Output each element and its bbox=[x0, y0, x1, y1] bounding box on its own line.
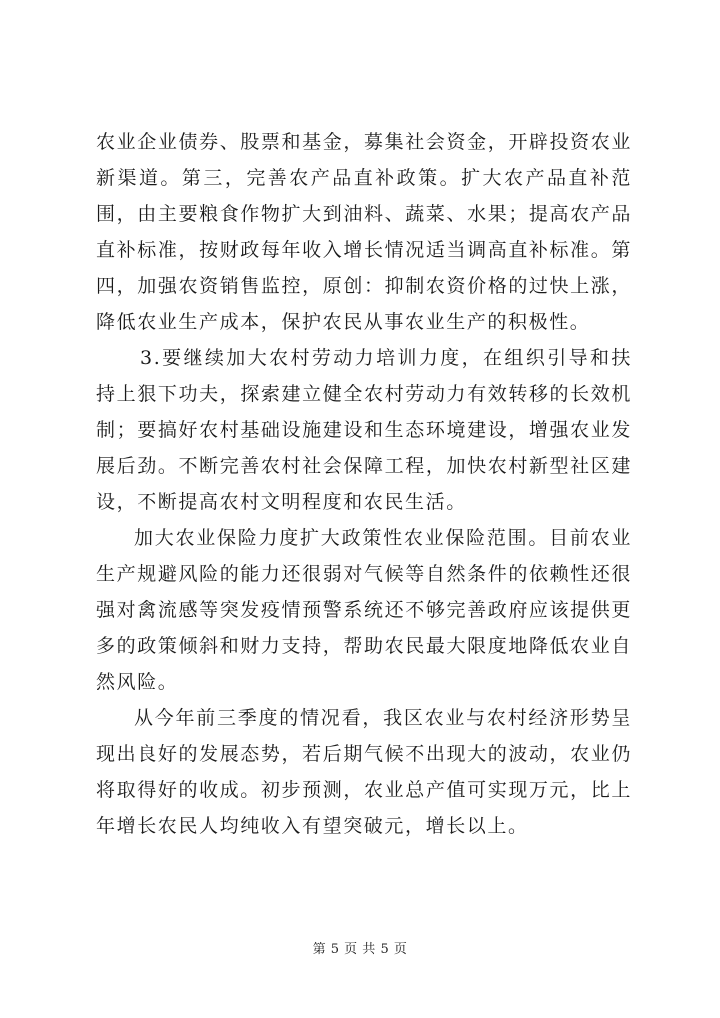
page-number-footer: 第 5 页 共 5 页 bbox=[312, 942, 408, 957]
document-body bbox=[96, 124, 632, 844]
paragraph-continuation: 农业企业债券、股票和基金，募集社会资金，开辟投资农业新渠道。第三，完善农产品直补政策。扩大农产品直补范围，由主要粮食作物扩大到油料、蔬菜、水果；提高农产品直补标准，按财政每年收入增长情况适当调高直补标准。第四，加强农资销售监控，原创：抑制农资价格的过快上涨，降低农业生产成本，保护农民从事农业生产的积极性。 bbox=[96, 131, 632, 333]
paragraph-agricultural-insurance: 加大农业保险力度扩大政策性农业保险范围。目前农业生产规避风险的能力还很弱对气候等自然条件的依赖性还很强对禽流感等突发疫情预警系统还不够完善政府应该提供更多的政策倾斜和财力支持，帮助农民最大限度地降低农业自然风险。 bbox=[96, 527, 632, 693]
paragraph-labor-training: 3.要继续加大农村劳动力培训力度，在组织引导和扶持上狠下功夫，探索建立健全农村劳动力有效转移的长效机制；要搞好农村基础设施建设和生态环境建设，增强农业发展后劲。不断完善农村社会保障工程，加快农村新型社区建设，不断提高农村文明程度和农民生活。 bbox=[96, 347, 632, 513]
paragraph-outlook: 从今年前三季度的情况看，我区农业与农村经济形势呈现出良好的发展态势，若后期气候不出现大的波动，农业仍将取得好的收成。初步预测，农业总产值可实现万元，比上年增长农民人均纯收入有望突破元，增长以上。 bbox=[96, 707, 632, 837]
